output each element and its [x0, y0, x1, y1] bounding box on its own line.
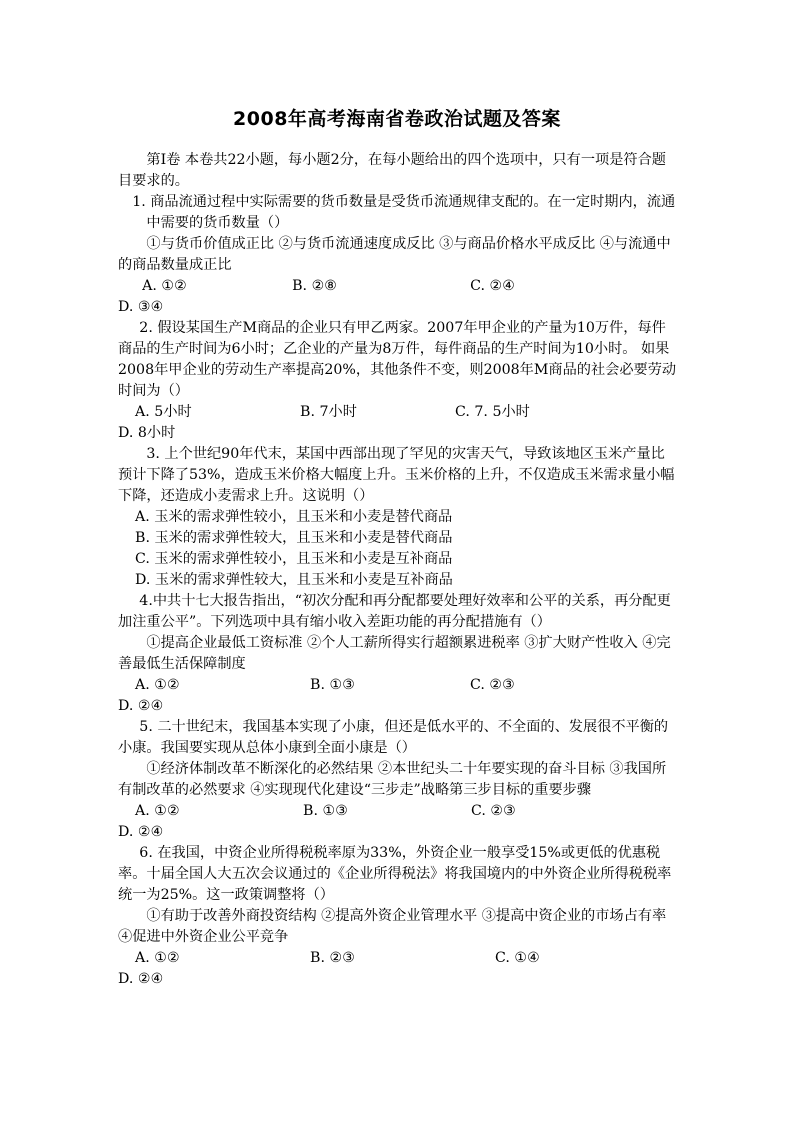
question-1-options	[118, 276, 678, 297]
question-5-options	[118, 801, 678, 822]
option-a: A. ①②	[135, 677, 180, 693]
question-5-stem: 5. 二十世纪末，我国基本实现了小康，但还是低水平的、不全面的、发展很不平衡的小康。我国要实现从总体小康到全面小康是（）	[118, 719, 669, 756]
option-b: B. ①③	[310, 677, 355, 693]
option-a: A. ①②	[135, 803, 180, 819]
option-a: A. 5小时	[135, 404, 192, 420]
option-b: B. 7小时	[300, 404, 357, 420]
option-b: B. 玉米的需求弹性较大，且玉米和小麦是替代商品	[135, 530, 453, 546]
document-title: 2008年高考海南省卷政治试题及答案	[233, 108, 561, 130]
question-6-stem: 6. 在我国，中资企业所得税税率原为33%，外资企业一般享受15%或更低的优惠税率。十届全国人大五次会议通过的《企业所得税法》将我国境内的中外资企业所得税税率统一为25%。这一政策调整将（）	[118, 845, 672, 903]
option-b: B. ②⑧	[292, 278, 338, 294]
question-2-options	[118, 402, 678, 423]
option-a: A. ①②	[135, 950, 180, 966]
document-body	[118, 150, 678, 990]
option-d: D. ③④	[118, 299, 164, 315]
option-c: C. 7. 5小时	[455, 404, 530, 420]
question-1-items: ①与货币价值成正比 ②与货币流通速度成反比 ③与商品价格水平成反比 ④与流通中的商品数量成正比	[118, 236, 671, 273]
question-1-stem: 1. 商品流通过程中实际需要的货币数量是受货币流通规律支配的。在一定时期内，流通中需要的货币数量（）	[132, 194, 676, 231]
question-5-items: ①经济体制改革不断深化的必然结果 ②本世纪头二十年要实现的奋斗目标 ③我国所有制改革的必然要求 ④实现现代化建设“三步走”战略第三步目标的重要步骤	[118, 761, 667, 798]
question-6-items: ①有助于改善外商投资结构 ②提高外资企业管理水平 ③提高中资企业的市场占有率 ④促进中外资企业公平竞争	[118, 908, 667, 945]
option-c: C. 玉米的需求弹性较小，且玉米和小麦是互补商品	[135, 551, 453, 567]
option-c: C. ②④	[470, 278, 515, 294]
option-c: C. ①④	[495, 950, 540, 966]
question-4-options	[118, 675, 678, 696]
option-c: C. ②③	[470, 677, 515, 693]
option-a: A. 玉米的需求弹性较小，且玉米和小麦是替代商品	[135, 509, 453, 525]
question-6-options	[118, 948, 678, 969]
option-b: B. ①③	[303, 803, 348, 819]
question-4-stem: 4.中共十七大报告指出，“初次分配和再分配都要处理好效率和公平的关系，再分配更加注重公平”。下列选项中具有缩小收入差距功能的再分配措施有（）	[118, 593, 671, 630]
option-d: D. 玉米的需求弹性较大，且玉米和小麦是互补商品	[135, 572, 453, 588]
section-intro: 第Ⅰ卷 本卷共22小题，每小题2分，在每小题给出的四个选项中，只有一项是符合题目要求的。	[118, 152, 666, 189]
option-d: D. 8小时	[118, 425, 176, 441]
option-c: C. ②③	[471, 803, 516, 819]
option-d: D. ②④	[118, 971, 164, 987]
question-3-stem: 3. 上个世纪90年代末，某国中西部出现了罕见的灾害天气，导致该地区玉米产量比预计下降了53%，造成玉米价格大幅度上升。玉米价格的上升，不仅造成玉米需求量小幅下降，还造成小麦需求上升。这说明（）	[118, 446, 675, 504]
question-4-items: ①提高企业最低工资标准 ②个人工薪所得实行超额累进税率 ③扩大财产性收入 ④完善最低生活保障制度	[118, 635, 671, 672]
option-a: A. ①②	[142, 278, 187, 294]
option-d: D. ②④	[118, 698, 164, 714]
option-b: B. ②③	[310, 950, 355, 966]
question-2-stem: 2. 假设某国生产M商品的企业只有甲乙两家。2007年甲企业的产量为10万件，每件商品的生产时间为6小时；乙企业的产量为8万件，每件商品的生产时间为10小时。 如果2008年甲企业的劳动生产率提高20%，其他条件不变，则2008年M商品的社会必要劳动时间为（）	[118, 320, 677, 399]
option-d: D. ②④	[118, 824, 164, 840]
